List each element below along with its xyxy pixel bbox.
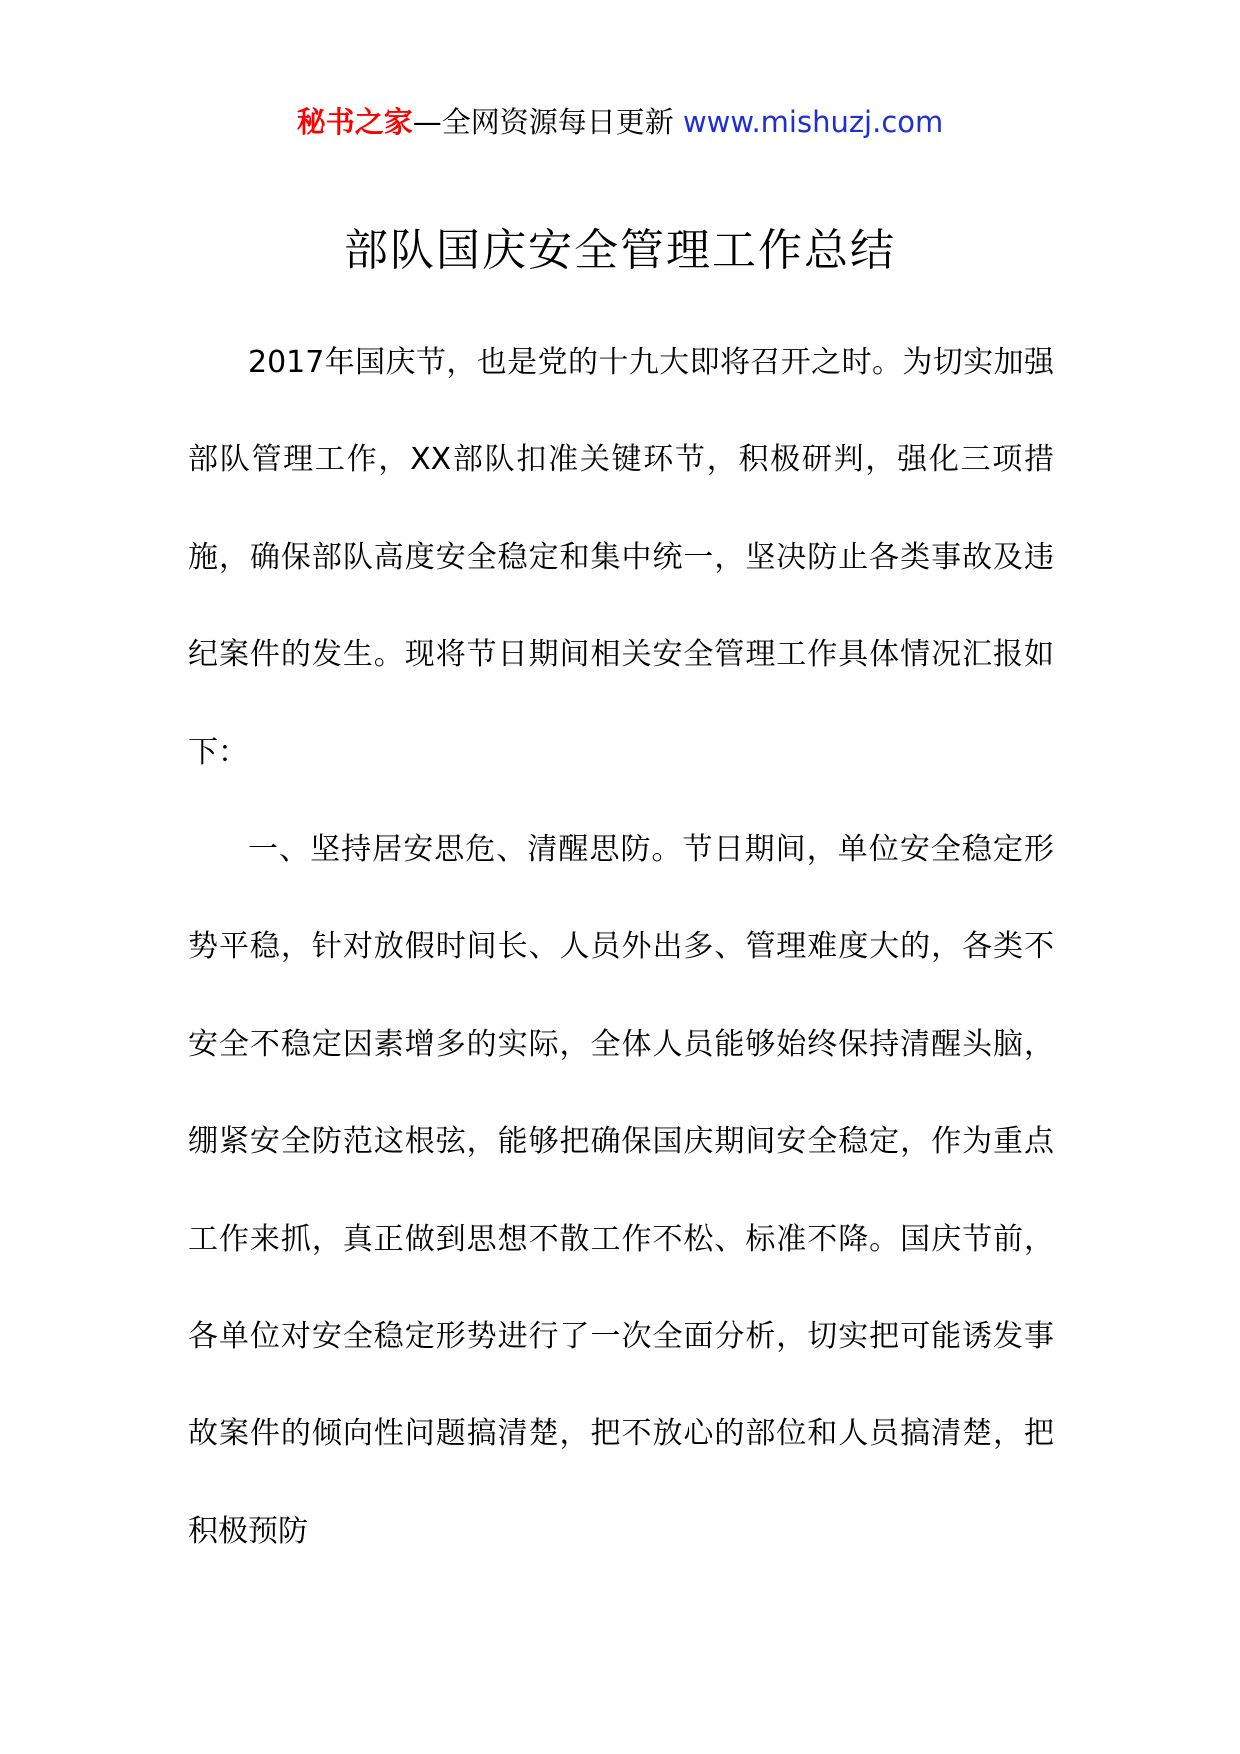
paragraph-section-one: 一、坚持居安思危、清醒思防。节日期间，单位安全稳定形势平稳，针对放假时间长、人员外出多、管理难度大的，各类不安全不稳定因素增多的实际，全体人员能够始终保持清醒头脑，绷紧安全防范这根弦，能够把确保国庆期间安全稳定，作为重点工作来抓，真正做到思想不散工作不松、标准不降。国庆节前，各单位对安全稳定形势进行了一次全面分析，切实把可能诱发事故案件的倾向性问题搞清楚，把不放心的部位和人员搞清楚，把积极预防 xyxy=(188,832,1054,1549)
document-title: 部队国庆安全管理工作总结 xyxy=(344,225,896,276)
document-body xyxy=(188,314,1054,1580)
site-url-link[interactable]: www.mishuzj.com xyxy=(682,105,944,139)
paragraph-intro: 2017年国庆节，也是党的十九大即将召开之时。为切实加强部队管理工作，XX部队扣准关键环节，积极研判，强化三项措施，确保部队高度安全稳定和集中统一，坚决防止各类事故及违纪案件的发生。现将节日期间相关安全管理工作具体情况汇报如下： xyxy=(188,345,1054,770)
header-tagline: —全网资源每日更新 xyxy=(412,105,674,139)
site-header xyxy=(0,100,1240,144)
brand-name: 秘书之家 xyxy=(296,105,413,139)
